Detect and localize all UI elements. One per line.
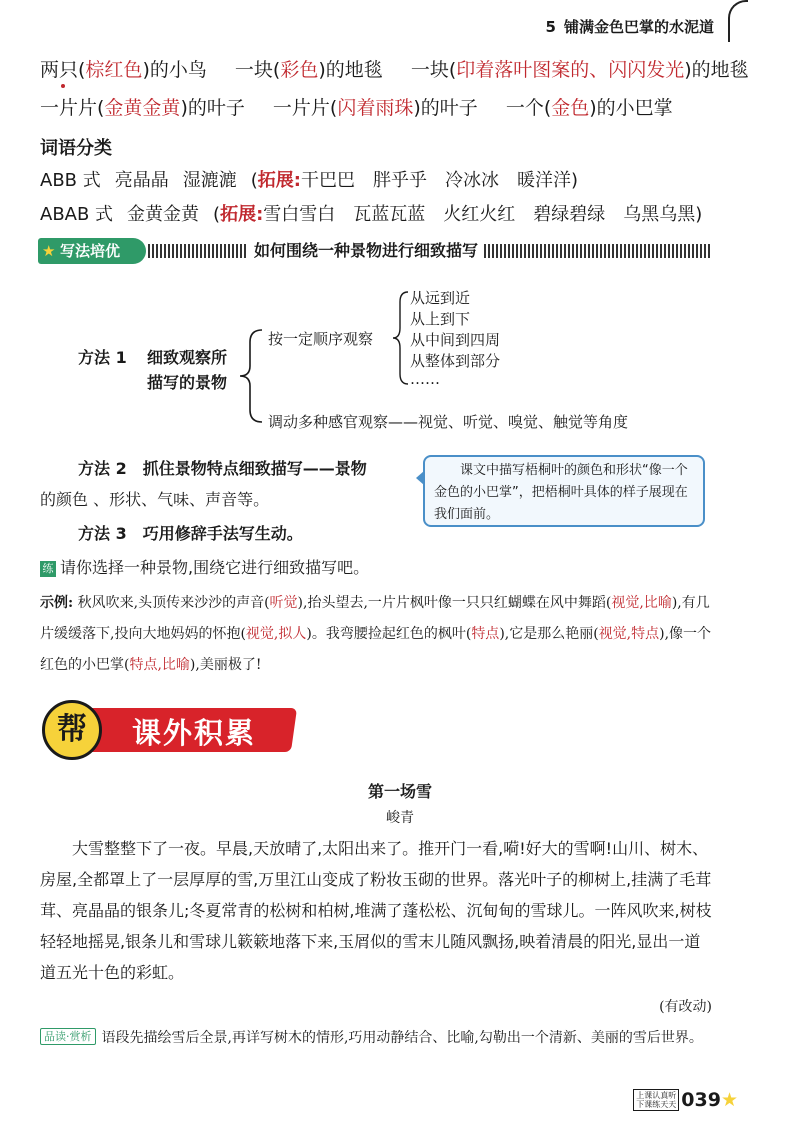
example-annotation: 视觉,特点 (598, 626, 660, 642)
footer-motto: 上课认真听 下课练天天 (633, 1089, 679, 1111)
abb-label: ABB 式 (40, 170, 101, 191)
phrase-line-2 (40, 93, 673, 120)
note-callout: 课文中描写梧桐叶的颜色和形状“像一个金色的小巴掌”，把梧桐叶具体的样子展现在我们面前。 (423, 455, 705, 527)
abab-label: ABAB 式 (40, 204, 114, 225)
page-footer (633, 1089, 738, 1111)
method2: 方法 2 抓住景物特点细致描写——景物 (78, 459, 367, 478)
example-text: ),有几片缓缓落下,投向大地妈妈的怀抱( (40, 595, 710, 642)
writing-title: 如何围绕一种景物进行细致描写 (248, 238, 484, 264)
example-label: 示例: (40, 595, 74, 611)
page-header (546, 16, 714, 37)
ext-words: 干巴巴 胖乎乎 冷冰冰 暖洋洋 (300, 170, 571, 191)
phrase-item: 一个(金色)的小巴掌 (505, 97, 673, 119)
analysis-tag: 品读·赏析 (40, 1028, 96, 1045)
star-icon: ★ (720, 1089, 738, 1111)
example-text: ),抬头望去,一片片枫叶像一只只红蝴蝶在风中舞蹈( (297, 595, 612, 611)
example-annotation: 特点 (471, 626, 500, 642)
lesson-title: 铺满金色巴掌的水泥道 (563, 18, 714, 36)
abb-row: ABB 式 亮晶晶 湿漉漉 (拓展:干巴巴 胖乎乎 冷冰冰 暖洋洋) (40, 166, 578, 192)
abab-row: ABAB 式 金黄金黄 (拓展:雪白雪白 瓦蓝瓦蓝 火红火红 碧绿碧绿 乌黑乌黑) (40, 200, 702, 226)
practice-prompt: 练 请你选择一种景物,围绕它进行细致描写吧。 (40, 555, 369, 578)
brace-icon (390, 288, 412, 388)
example-text: ),美丽极了! (189, 657, 262, 673)
example-text: )。我弯腰捡起红色的枫叶( (306, 626, 472, 642)
order-item: 从整体到部分 (410, 352, 501, 370)
phrase-line-1 (40, 55, 749, 82)
practice-icon: 练 (40, 561, 56, 577)
method3: 方法 3 巧用修辞手法写生动。 (78, 524, 303, 543)
phrase-item: 一块(印着落叶图案的、闪闪发光)的地毯 (410, 59, 749, 81)
passage-title: 第一场雪 (367, 782, 432, 801)
brace-icon (236, 326, 266, 426)
method1-line2: 描写的景物 (147, 373, 228, 392)
phrase-item: 一片片(金黄金黄)的叶子 (40, 97, 245, 119)
analysis-paragraph: 品读·赏析 语段先描绘雪后全景,再详写树木的情形,巧用动静结合、比喻,勾勒出一个清新、美丽的雪后世界。 (40, 1023, 712, 1053)
method2-cont: 的颜色 、形状、气味、声音等。 (40, 490, 270, 509)
writing-banner (38, 238, 710, 264)
example-text: ),像一个红色的小巴掌( (40, 626, 712, 673)
lesson-number: 5 (545, 18, 556, 36)
writing-badge: ★ 写法培优 (38, 238, 146, 264)
example-annotation: 视觉,拟人 (245, 626, 307, 642)
ext-label: 拓展: (257, 170, 301, 191)
ext-label: 拓展: (220, 204, 264, 225)
example-annotation: 听觉 (269, 595, 298, 611)
example-paragraph (40, 588, 712, 681)
method1-label: 方法 1 (78, 348, 127, 367)
example-annotation: 特点,比喻 (129, 657, 190, 673)
corner-mark (728, 0, 748, 42)
page-number: 039 (681, 1089, 721, 1111)
order-item: 从远到近 (410, 289, 471, 307)
phrase-item: 一片片(闪着雨珠)的叶子 (272, 97, 478, 119)
method1-line1: 细致观察所 (147, 348, 228, 367)
phrase-item: 一块(彩色)的地毯 (234, 59, 383, 81)
order-item: 从上到下 (410, 310, 471, 328)
passage-text: 大雪整整下了一夜。早晨,天放晴了,太阳出来了。推开门一看,嗬!好大的雪啊!山川、树木、房屋,全都罩上了一层厚厚的雪,万里江山变成了粉妆玉砌的世界。落光叶子的柳树上,挂满了毛茸茸、亮晶晶的银条儿;冬夏常青的松树和柏树,堆满了蓬松松、沉甸甸的雪球儿。一阵风吹来,树枝轻轻地摇晃,银条儿和雪球儿簌簌地落下来,玉屑似的雪末儿随风飘扬,映着清晨的阳光,显出一道道五光十色的彩虹。 (40, 839, 712, 982)
branch-senses: 调动多种感官观察——视觉、听觉、嗅觉、触觉等角度 (268, 413, 629, 431)
phrase-item: 两只(棕红色)的小鸟 (40, 59, 207, 81)
example-annotation: 视觉,比喻 (611, 595, 672, 611)
ext-words: 雪白雪白 瓦蓝瓦蓝 火红火红 碧绿碧绿 乌黑乌黑 (263, 204, 696, 225)
order-item: 从中间到四周 (410, 331, 501, 349)
example-text: ),它是那么艳丽( (499, 626, 599, 642)
help-badge: 帮 (42, 700, 102, 760)
revised-note: (有改动) (659, 999, 712, 1015)
passage-author: 峻青 (386, 810, 414, 826)
example-text: 秋风吹来,头顶传来沙沙的声音( (77, 595, 270, 611)
branch-order: 按一定顺序观察 (268, 330, 374, 348)
extra-reading-title: 课外积累 (132, 716, 257, 750)
classification-title: 词语分类 (40, 138, 112, 159)
star-icon: ★ (42, 242, 56, 260)
extra-reading-banner (42, 700, 294, 762)
order-item: …… (410, 370, 440, 388)
